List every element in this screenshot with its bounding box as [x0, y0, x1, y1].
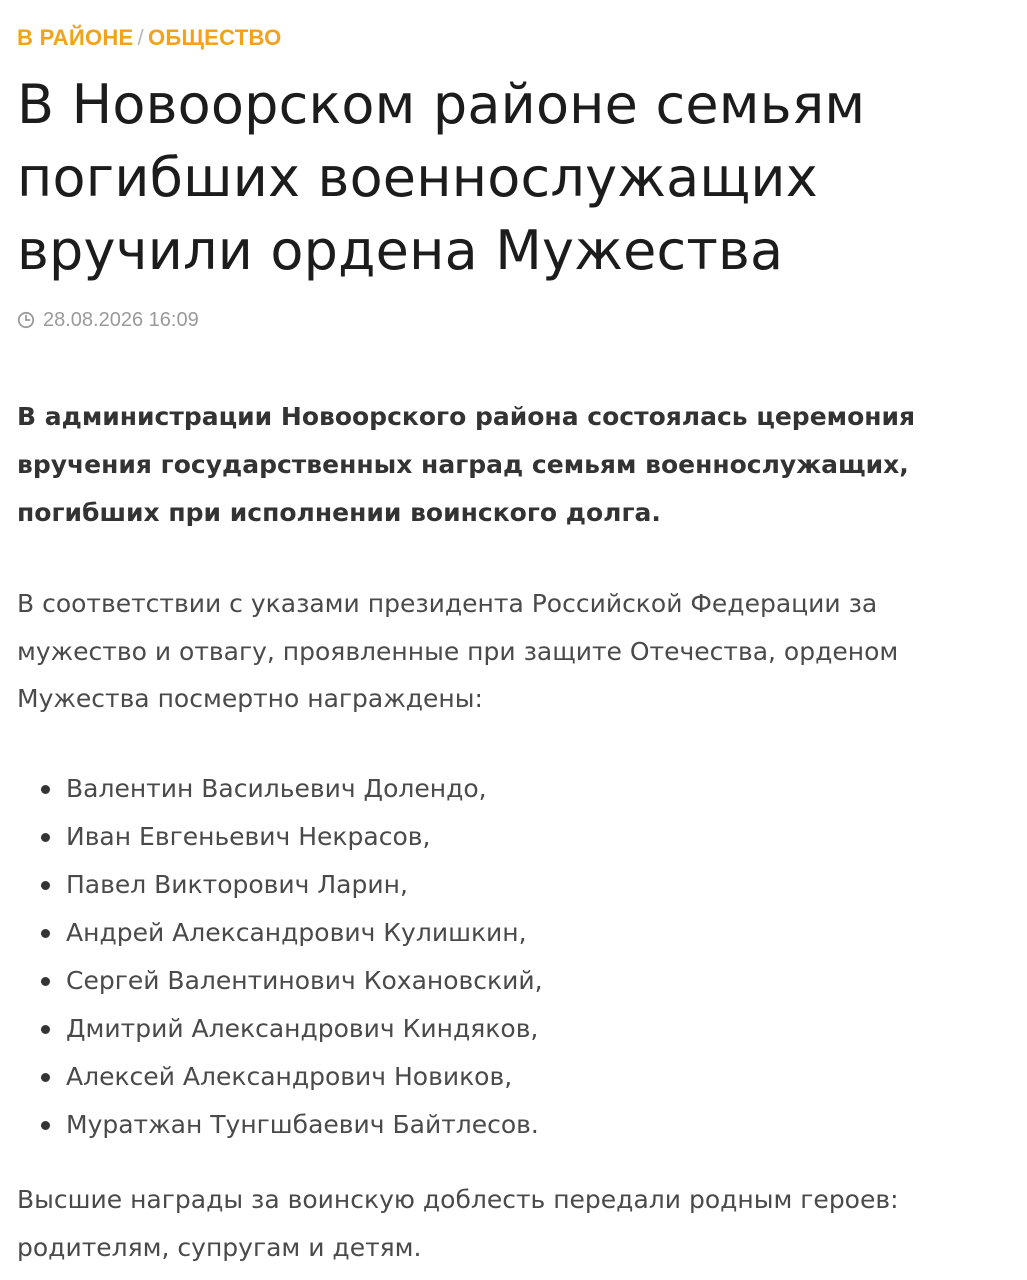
awardee-name: Валентин Васильевич Долендо,	[66, 774, 487, 803]
bullet-icon	[41, 785, 50, 794]
bullet-icon	[41, 833, 50, 842]
bullet-icon	[41, 1073, 50, 1082]
list-item	[17, 1005, 543, 1053]
article-paragraph-2: Высшие награды за воинскую доблесть передали родным героев: родителям, супругам и детям.	[17, 1185, 899, 1262]
article-datetime: 28.08.2026 16:09	[43, 309, 199, 331]
clock-icon	[17, 311, 35, 329]
list-item	[17, 1053, 543, 1101]
awardee-name: Сергей Валентинович Кохановский,	[66, 966, 543, 995]
awardee-name: Иван Евгеньевич Некрасов,	[66, 822, 431, 851]
awardee-name: Алексей Александрович Новиков,	[66, 1062, 513, 1091]
breadcrumb-separator: /	[137, 25, 144, 50]
bullet-icon	[41, 977, 50, 986]
list-item	[17, 765, 543, 813]
list-item	[17, 813, 543, 861]
awardee-name: Андрей Александрович Кулишкин,	[66, 918, 527, 947]
bullet-icon	[41, 929, 50, 938]
bullet-icon	[41, 1025, 50, 1034]
article-paragraph-1: В соответствии с указами президента Российской Федерации за мужество и отвагу, проявленные при защите Отечества, орденом Мужества посмертно награждены:	[17, 589, 899, 713]
breadcrumb-section-link[interactable]: В РАЙОНЕ	[17, 25, 134, 50]
list-item	[17, 909, 543, 957]
list-item	[17, 1101, 543, 1149]
article-lead: В администрации Новоорского района состоялась церемония вручения государственных наград семьям военнослужащих, погибших при исполнении воинского долга.	[17, 402, 916, 527]
bullet-icon	[41, 1121, 50, 1130]
awardees-list	[17, 765, 543, 1149]
breadcrumb	[17, 24, 282, 52]
bullet-icon	[41, 881, 50, 890]
article-title: В Новоорском районе семьям погибших военнослужащих вручили ордена Мужества	[17, 73, 866, 282]
awardee-name: Павел Викторович Ларин,	[66, 870, 408, 899]
list-item	[17, 861, 543, 909]
awardee-name: Муратжан Тунгшбаевич Байтлесов.	[66, 1110, 539, 1139]
article-meta	[17, 307, 199, 333]
awardee-name: Дмитрий Александрович Киндяков,	[66, 1014, 539, 1043]
breadcrumb-category-link[interactable]: ОБЩЕСТВО	[147, 25, 282, 50]
list-item	[17, 957, 543, 1005]
